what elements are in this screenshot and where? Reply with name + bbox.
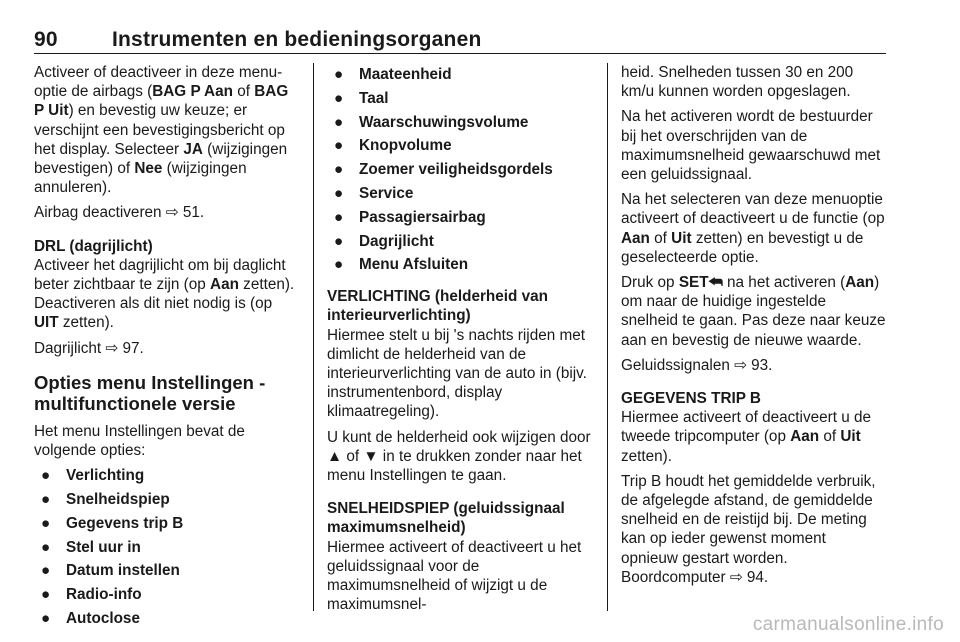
list-item: ● Gegevens trip B (41, 514, 184, 532)
bullet-icon: ● (334, 161, 344, 179)
list-item: ● Knopvolume (334, 137, 452, 155)
settings-menu-intro: Het menu Instellingen bevat de volgende opties: (34, 422, 245, 460)
drl-heading: DRL (dagrijlicht) (34, 237, 153, 255)
bullet-icon: ● (41, 538, 51, 556)
bullet-icon: ● (334, 66, 344, 83)
bullet-icon: ● (41, 514, 51, 532)
bullet-icon: ● (41, 562, 51, 580)
list-item: ● Menu Afsluiten (334, 256, 469, 274)
speed-beep-heading: SNELHEIDSPIEP (geluidssignaal maximumsnelheid) (327, 500, 565, 537)
list-item: ● Stel uur in (41, 538, 141, 556)
drl-paragraph: Activeer het dagrijlicht om bij daglicht beter zichtbaar te zijn (op Aan zetten). Deactiveren als dit niet nodig is (op UIT zetten). (34, 256, 295, 332)
bullet-icon: ● (41, 610, 51, 628)
speed-beep-continued: heid. Snelheden tussen 30 en 200 km/u kunnen worden opgeslagen. (621, 64, 854, 101)
list-item: ● Waarschuwingsvolume (334, 113, 529, 131)
list-item: ● Maateenheid (334, 66, 452, 83)
airbag-paragraph: Activeer of deactiveer in deze menu-optie de airbags (BAG P Aan of BAG P Uit) en bevestig uw keuze; er verschijnt een bevestigingsbericht op het display. Selecteer JA (wijzigingen bevestigen) of Nee (wijzigingen annuleren). (34, 64, 289, 197)
lighting-paragraph-2: U kunt de helderheid ook wijzigen door ▲ of ▼ in te drukken zonder naar het menu Instellingen te gaan. (327, 428, 591, 484)
column-divider (313, 63, 314, 611)
bullet-icon: ● (334, 89, 344, 107)
bullet-icon: ● (334, 208, 344, 226)
speed-beep-paragraph-4: Druk op SET⮪ na het activeren (Aan) om naar de huidige ingestelde snelheid te gaan. Pas deze naar keuze aan en bevestig de nieuwe waarde. (621, 274, 886, 349)
lighting-paragraph: Hiermee stelt u bij 's nachts rijden met dimlicht de helderheid van de interieurverlichting van de auto in (bijv. instrumentenbord, display klimaatregeling). (327, 326, 587, 421)
speed-beep-paragraph: Hiermee activeert of deactiveert u het geluidssignaal voor de maximumsnelheid of wijzigt u de maximumsnel- (327, 538, 582, 614)
bullet-icon: ● (334, 184, 344, 202)
bullet-icon: ● (334, 137, 344, 155)
list-item: ● Datum instellen (41, 562, 180, 580)
trip-b-heading: GEGEVENS TRIP B (621, 390, 761, 408)
bullet-icon: ● (41, 467, 51, 485)
chapter-title: Instrumenten en bedieningsorganen (112, 28, 482, 51)
speed-beep-paragraph-2: Na het activeren wordt de bestuurder bij het overschrijden van de maximumsnelheid gewaarschuwd met een geluidssignaal. (621, 108, 881, 184)
list-item: ● Autoclose (41, 610, 140, 628)
list-item: ● Zoemer veiligheidsgordels (334, 161, 553, 179)
column-2 (327, 63, 593, 620)
bullet-icon: ● (41, 586, 51, 604)
list-item: ● Service (334, 184, 414, 202)
list-item: ● Passagiersairbag (334, 208, 486, 226)
set-button-label: SET⮪ (678, 274, 723, 292)
lighting-heading: VERLICHTING (helderheid van interieurverlichting) (327, 288, 548, 325)
bullet-icon: ● (334, 256, 344, 274)
bullet-icon: ● (41, 491, 51, 509)
arrow-up-icon: ▲ (327, 447, 343, 465)
list-item: ● Dagrijlicht (334, 232, 434, 250)
airbag-reference[interactable]: Airbag deactiveren ⇨ 51. (34, 204, 205, 222)
page-header (34, 28, 886, 54)
arrow-down-icon: ▼ (363, 447, 379, 465)
column-3 (621, 63, 887, 593)
options-list-continued (327, 65, 593, 279)
bullet-icon: ● (334, 113, 344, 131)
speed-beep-paragraph-3: Na het selecteren van deze menuoptie activeert of deactiveert u de functie (op Aan of Uit zetten) en bevestigt u de geselecteerde optie. (621, 191, 885, 266)
page-number: 90 (34, 28, 58, 51)
sound-signals-reference[interactable]: Geluidssignalen ⇨ 93. (621, 356, 773, 374)
list-item: ● Verlichting (41, 467, 145, 485)
list-item: ● Taal (334, 89, 389, 107)
list-item: ● Snelheidspiep (41, 491, 170, 509)
trip-b-paragraph: Hiermee activeert of deactiveert u de tweede tripcomputer (op Aan of Uit zetten). (621, 409, 871, 465)
column-1 (34, 63, 300, 641)
column-divider (607, 63, 608, 611)
bullet-icon: ● (334, 232, 344, 250)
list-item: ● Radio-info (41, 586, 142, 604)
watermark: carmanualsonline.info (752, 614, 944, 635)
trip-b-paragraph-2: Trip B houdt het gemiddelde verbruik, de afgelegde afstand, de gemiddelde snelheid en de reistijd bij. De meting kan op ieder gewenst moment opnieuw gestart worden. Boordcomputer ⇨ 94. (621, 472, 876, 586)
drl-reference[interactable]: Dagrijlicht ⇨ 97. (34, 339, 144, 357)
settings-menu-heading: Opties menu Instellingen - multifunctionele versie (34, 371, 266, 414)
options-list (34, 466, 300, 633)
